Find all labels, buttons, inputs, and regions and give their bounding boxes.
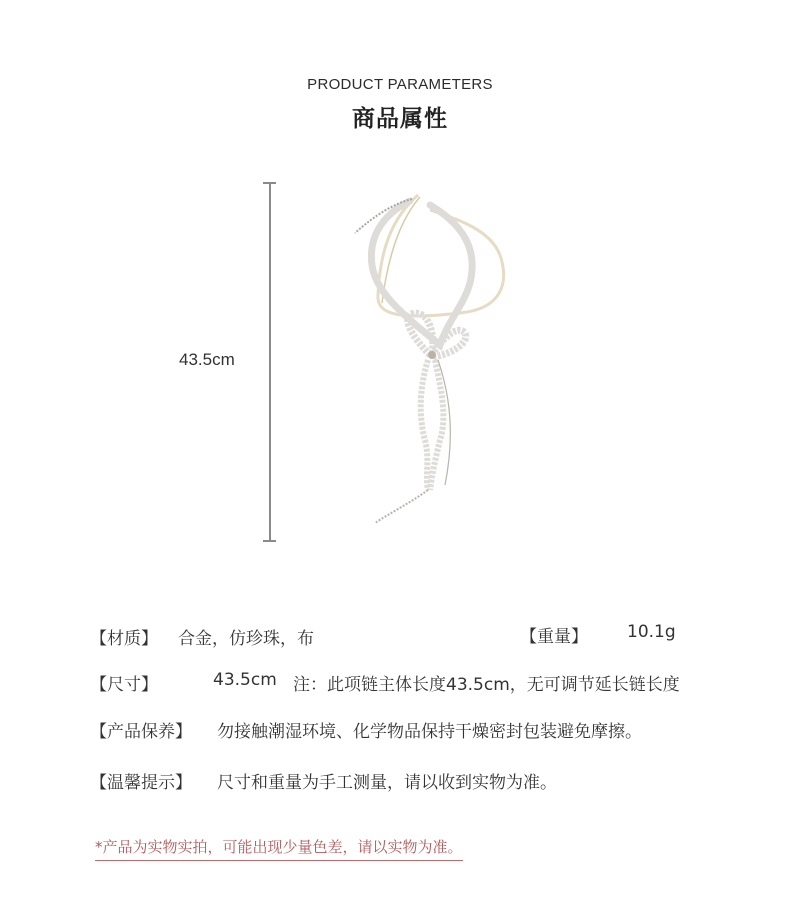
- material-label: 【材质】: [90, 629, 158, 649]
- size-note: 注：此项链主体长度43.5cm，无可调节延长链长度: [293, 675, 680, 695]
- care-value: 勿接触潮湿环境、化学物品保持干燥密封包装避免摩擦。: [217, 722, 642, 742]
- ruler-line: [269, 182, 271, 542]
- care-label: 【产品保养】: [90, 722, 192, 742]
- ruler-bottom-cap: [263, 540, 276, 542]
- section-title-en: PRODUCT PARAMETERS: [307, 76, 493, 93]
- weight-value: 10.1g: [627, 622, 676, 642]
- color-disclaimer: *产品为实物实拍，可能出现少量色差，请以实物为准。: [95, 836, 463, 861]
- length-ruler: [263, 182, 276, 542]
- material-value: 合金，仿珍珠，布: [178, 629, 314, 649]
- section-title-cn: 商品属性: [352, 106, 448, 132]
- tips-value: 尺寸和重量为手工测量，请以收到实物为准。: [217, 773, 557, 793]
- necklace-product-image: [340, 185, 520, 535]
- size-label: 【尺寸】: [90, 675, 158, 695]
- tips-label: 【温馨提示】: [90, 773, 192, 793]
- ruler-length-label: 43.5cm: [179, 350, 235, 369]
- size-value: 43.5cm: [213, 670, 277, 690]
- weight-label: 【重量】: [520, 627, 588, 647]
